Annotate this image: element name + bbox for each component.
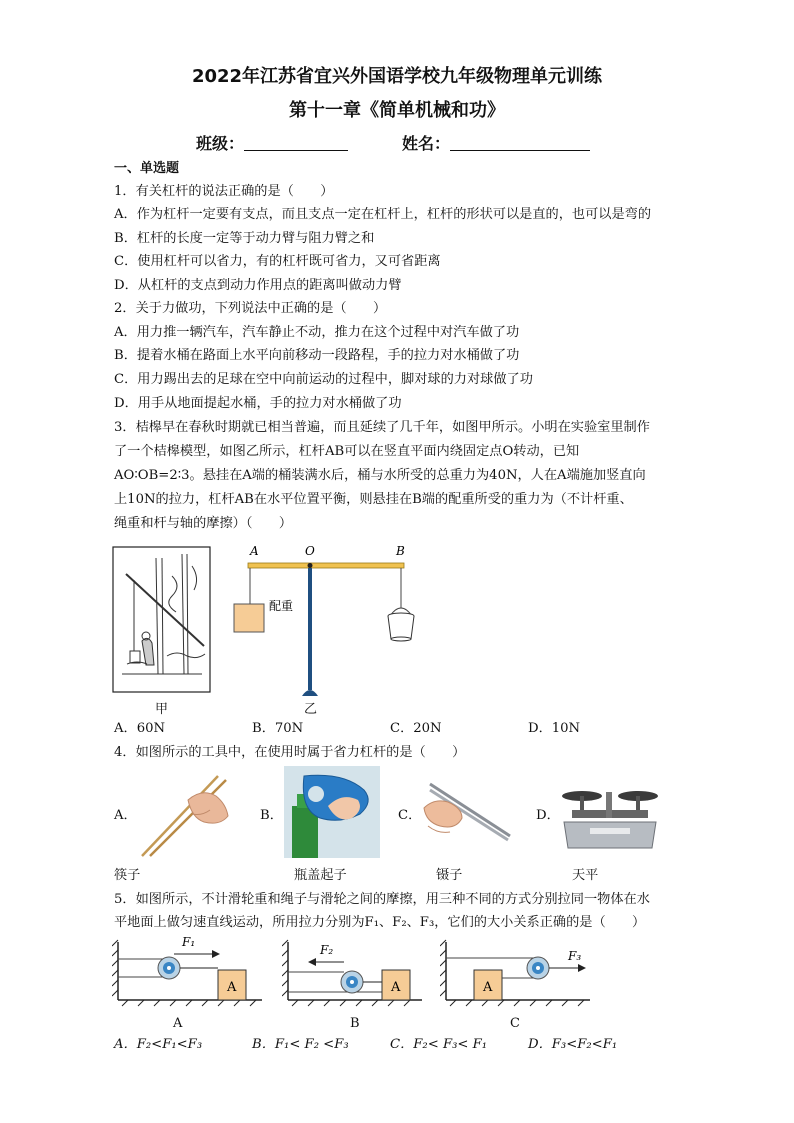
pivot-point — [308, 563, 313, 568]
q2-option-a: A．用力推一辆汽车，汽车静止不动，推力在这个过程中对汽车做了功 — [114, 325, 520, 340]
block-a-label: A — [227, 980, 237, 995]
chapter-title: 第十一章《简单机械和功》 — [289, 100, 505, 121]
q3-option-a: A．60N — [114, 721, 166, 736]
q3-stem-line: 了一个桔槔模型，如图乙所示，杠杆AB可以在竖直平面内绕固定点O转动，已知 — [114, 444, 580, 459]
q1-option-b: B．杠杆的长度一定等于动力臂与阻力臂之和 — [114, 231, 375, 246]
tool-name-balance: 天平 — [572, 868, 599, 883]
name-blank — [450, 136, 590, 151]
q1-stem: 1．有关杠杆的说法正确的是（ ） — [114, 184, 334, 199]
point-o-label: O — [305, 544, 315, 558]
q2-option-c: C．用力踢出去的足球在空中向前运动的过程中，脚对球的力对球做了功 — [114, 372, 533, 387]
bucket — [388, 616, 414, 639]
name-label: 姓名： — [402, 134, 451, 153]
tweezers-image — [420, 778, 516, 854]
counterweight-box — [234, 604, 264, 632]
q1-option-d: D．从杠杆的支点到动力作用点的距离叫做动力臂 — [114, 278, 402, 293]
q2-stem: 2．关于力做功，下列说法中正确的是（ ） — [114, 301, 387, 316]
q3-option-c: C．20N — [390, 721, 442, 736]
q3-stem-line: AO∶OB=2∶3。悬挂在A端的桶装满水后，桶与水所受的总重力为40N，人在A端施加竖直向 — [114, 468, 646, 483]
q3-stem-line: 3．桔槔早在春秋时期就已相当普遍，而且延续了几千年，如图甲所示。小明在实验室里制作 — [114, 420, 650, 435]
block-b-label: A — [391, 980, 401, 995]
point-a-label: A — [250, 544, 259, 558]
pulley-caption-b: B — [350, 1016, 360, 1031]
pulley-caption-c: C — [510, 1016, 520, 1031]
class-blank — [244, 136, 348, 151]
tool-name-bottle-opener: 瓶盖起子 — [294, 868, 347, 883]
q1-option-a: A．作为杠杆一定要有支点，而且支点一定在杠杆上，杠杆的形状可以是直的，也可以是弯的 — [114, 207, 652, 222]
q3-option-b: B．70N — [252, 721, 304, 736]
post-base — [302, 690, 318, 696]
q5-option-c: C．F₂< F₃< F₁ — [390, 1037, 488, 1052]
q5-option-b: B．F₁< F₂ <F₃ — [252, 1037, 349, 1052]
tool-name-chopsticks: 筷子 — [114, 868, 141, 883]
q4-option-b-letter: B． — [260, 808, 283, 823]
lever-model-diagram — [228, 544, 418, 704]
q2-option-b: B．提着水桶在路面上水平向前移动一段路程，手的拉力对水桶做了功 — [114, 348, 520, 363]
q3-option-d: D．10N — [528, 721, 581, 736]
class-label: 班级： — [196, 134, 245, 153]
pulley-diagram-b — [282, 934, 428, 1018]
name-field — [402, 131, 590, 154]
q3-stem-line: 上10N的拉力，杠杆AB在水平位置平衡，则悬挂在B端的配重所受的重力为（不计杆重、 — [114, 492, 633, 507]
figure-jia-label: 甲 — [155, 702, 169, 717]
pulley-caption-a: A — [173, 1016, 183, 1031]
force-f2-label: F₂ — [320, 943, 334, 957]
tool-name-tweezers: 镊子 — [436, 868, 463, 883]
q5-option-a: A．F₂<F₁<F₃ — [114, 1037, 203, 1052]
lever-bar — [248, 563, 404, 568]
q1-option-c: C．使用杠杆可以省力，有的杠杆既可省力，又可省距离 — [114, 254, 441, 269]
pulley-diagram-a — [112, 934, 270, 1018]
page-title: 2022年江苏省宜兴外国语学校九年级物理单元训练 — [191, 66, 603, 87]
point-b-label: B — [396, 544, 405, 558]
q3-stem-line: 绳重和杆与轴的摩擦）（ ） — [114, 516, 293, 531]
q2-option-d: D．用手从地面提起水桶，手的拉力对水桶做了功 — [114, 396, 402, 411]
q4-option-c-letter: C． — [398, 808, 422, 823]
class-field — [196, 131, 348, 154]
q5-stem-line: 平地面上做匀速直线运动，所用拉力分别为F₁、F₂、F₃，它们的大小关系正确的是（ ） — [114, 915, 646, 930]
counterweight-label: 配重 — [269, 599, 294, 613]
q4-option-d-letter: D． — [536, 808, 560, 823]
q5-stem-line: 5．如图所示，不计滑轮重和绳子与滑轮之间的摩擦，用三种不同的方式分别拉同一物体在水 — [114, 892, 650, 907]
force-f3-label: F₃ — [568, 949, 582, 963]
bottle-opener-image — [284, 766, 380, 858]
well-sweep-illustration — [112, 546, 212, 694]
chopsticks-image — [138, 770, 234, 860]
q5-option-d: D．F₃<F₂<F₁ — [528, 1037, 618, 1052]
pulley-diagram-c — [440, 934, 596, 1018]
q4-stem: 4．如图所示的工具中，在使用时属于省力杠杆的是（ ） — [114, 745, 466, 760]
block-c-label: A — [483, 980, 493, 995]
balance-scale-image — [556, 772, 662, 856]
section-heading: 一、单选题 — [114, 161, 180, 176]
force-f1-label: F₁ — [182, 935, 196, 949]
q4-option-a-letter: A． — [114, 808, 137, 823]
figure-yi-label: 乙 — [304, 702, 318, 717]
